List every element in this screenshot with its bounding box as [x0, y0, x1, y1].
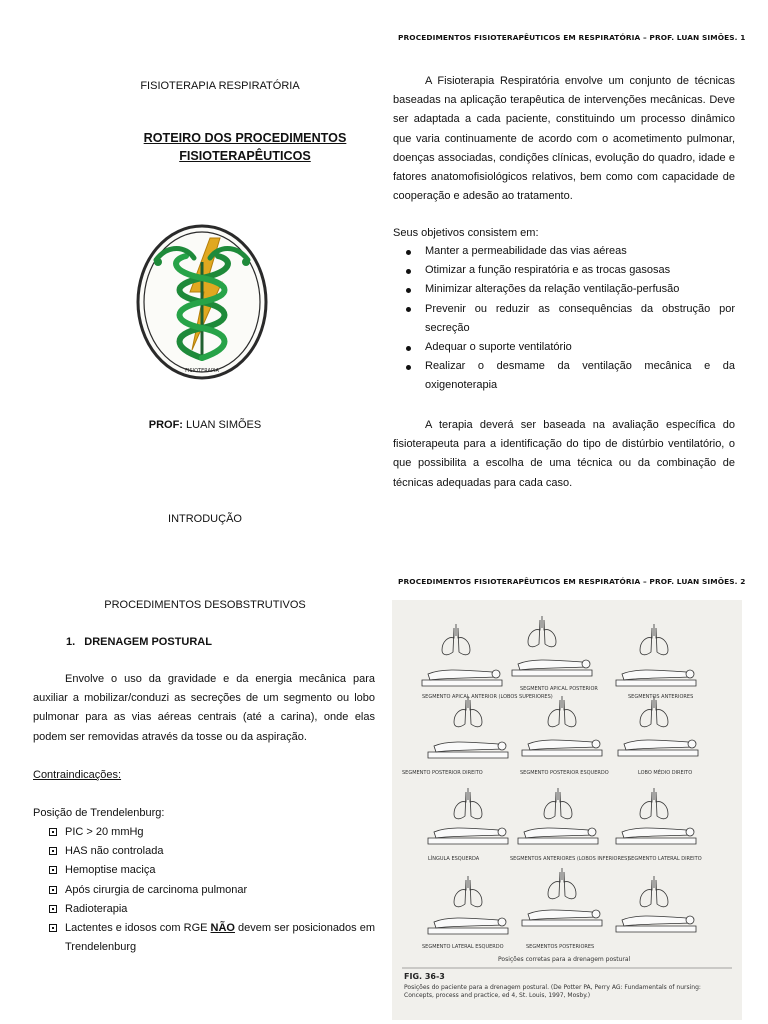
figure-label: SEGMENTO POSTERIOR DIREITO: [402, 770, 483, 776]
document-title: [60, 129, 430, 165]
contraindications-label: Contraindicações:: [33, 769, 122, 781]
figure-label: SEGMENTO APICAL POSTERIOR: [520, 686, 598, 692]
therapy-paragraph: A terapia deverá ser baseada na avaliação específica do fisioterapeuta para a identificação do tipo de distúrbio ventilatório, o que possibilita a escolha de uma técnica ou da combinação de técnicas adequadas para cada caso.: [393, 419, 735, 489]
postural-drainage-figure: [392, 600, 742, 1020]
item-number: 1.: [66, 636, 76, 648]
figure-label: SEGMENTO APICAL ANTERIOR (LOBOS SUPERIORES): [422, 694, 553, 700]
contraindications-list: [33, 823, 375, 957]
objectives-list: [393, 242, 735, 396]
list-item: Radioterapia: [33, 900, 375, 919]
figure-label: LÍNGULA ESQUERDA: [428, 856, 480, 862]
list-item: Hemoptise maciça: [33, 861, 375, 880]
professor-label: PROF:: [148, 419, 183, 431]
logo-text: FISIOTERAPIA: [185, 368, 219, 374]
list-item: HAS não controlada: [33, 842, 375, 861]
title-line-2: FISIOTERAPÊUTICOS: [179, 149, 311, 163]
introduction-heading: INTRODUÇÃO: [168, 513, 242, 525]
page-header: PROCEDIMENTOS FISIOTERAPÊUTICOS EM RESPIRATÓRIA – PROF. LUAN SIMÕES. 1: [398, 33, 746, 42]
physiotherapy-logo: [134, 222, 270, 382]
figure-label: SEGMENTO POSTERIOR ESQUERDO: [520, 770, 609, 776]
figure-title: Posições corretas para a drenagem postural: [498, 956, 631, 963]
professor-line: [60, 416, 350, 435]
list-item: PIC > 20 mmHg: [33, 823, 375, 842]
figure-label: SEGMENTO LATERAL DIREITO: [628, 856, 702, 862]
objectives-intro: Seus objetivos consistem em:: [393, 227, 539, 239]
figure-label: SEGMENTOS ANTERIORES (LOBOS INFERIORES): [510, 856, 630, 862]
figure-label: LOBO MÉDIO DIREITO: [638, 770, 693, 776]
item-heading: [66, 633, 212, 652]
figure-label: SEGMENTOS POSTERIORES: [526, 944, 595, 950]
item-title: DRENAGEM POSTURAL: [84, 636, 212, 648]
list-item: Após cirurgia de carcinoma pulmonar: [33, 881, 375, 900]
list-item: Lactentes e idosos com RGE NÃO devem ser posicionados em Trendelenburg: [33, 919, 375, 957]
list-item: Prevenir ou reduzir as consequências da obstrução por secreção: [393, 300, 735, 338]
list-item: Adequar o suporte ventilatório: [393, 338, 735, 357]
figure-number: FIG. 36-3: [404, 972, 445, 981]
title-line-1: ROTEIRO DOS PROCEDIMENTOS: [143, 131, 347, 145]
list-item: Minimizar alterações da relação ventilação-perfusão: [393, 280, 735, 299]
professor-name: LUAN SIMÕES: [186, 419, 262, 431]
figure-label: SEGMENTOS ANTERIORES: [628, 694, 694, 700]
figure-caption: Posições do paciente para a drenagem postural. (De Potter PA, Perry AG: Fundamentals of nursing: Concepts, process and practice, ed 4, St. Louis, 1997, Mosby.): [404, 984, 701, 999]
subject-heading: FISIOTERAPIA RESPIRATÓRIA: [140, 80, 300, 92]
drainage-paragraph: Envolve o uso da gravidade e da energia mecânica para auxiliar a mobilizar/conduzi as secreções de um segmento ou lobo pulmonar para as vias aéreas centrais (até a carina), onde elas podem ser removidas através da tosse ou da aspiração.: [33, 673, 375, 743]
section-heading: PROCEDIMENTOS DESOBSTRUTIVOS: [104, 599, 306, 611]
list-item: Otimizar a função respiratória e as trocas gasosas: [393, 261, 735, 280]
list-item: Manter a permeabilidade das vias aéreas: [393, 242, 735, 261]
intro-paragraph: A Fisioterapia Respiratória envolve um conjunto de técnicas baseadas na aplicação terapêutica de intervenções mecânicas. Deve ser adaptada a cada paciente, constituindo um processo dinâmico que varia continuamente de acordo com o acometimento pulmonar, doenças associadas, condições clínicas, evolução do quadro, idade e fatores anatomofisiológicos relativos, bem como com capacidade de cooperação e adesão ao tratamento.: [393, 75, 735, 203]
page-header-2: PROCEDIMENTOS FISIOTERAPÊUTICOS EM RESPIRATÓRIA – PROF. LUAN SIMÕES. 2: [398, 577, 746, 586]
figure-label: SEGMENTO LATERAL ESQUERDO: [422, 944, 504, 950]
trendelenburg-label: Posição de Trendelenburg:: [33, 807, 165, 819]
list-item: Realizar o desmame da ventilação mecânica e da oxigenoterapia: [393, 357, 735, 395]
